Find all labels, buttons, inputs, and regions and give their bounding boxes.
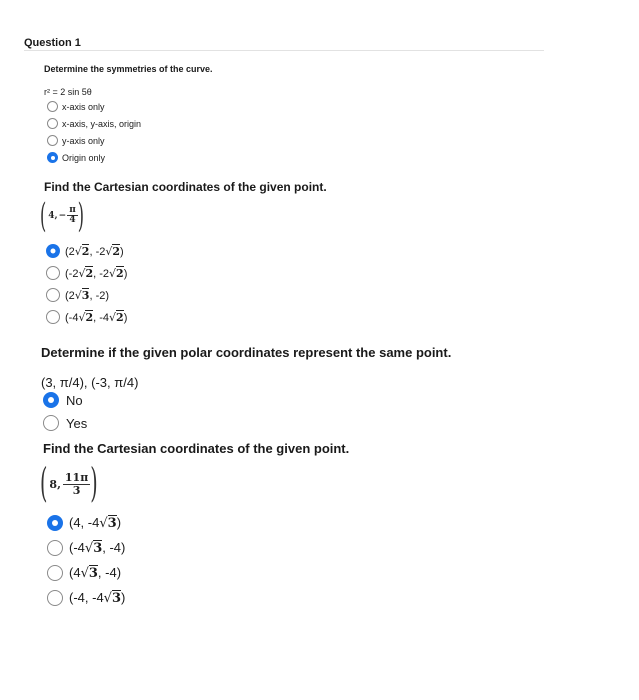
radicand: 2 — [116, 266, 124, 280]
sqrt-symbol: √ — [99, 516, 108, 531]
point-angle-fraction — [67, 206, 78, 226]
expression-part: (-4 — [65, 311, 79, 324]
point-r: 4, — [48, 210, 58, 221]
radicand: 3 — [107, 516, 117, 531]
sqrt-symbol: √ — [103, 591, 112, 606]
answer-option[interactable] — [43, 392, 83, 408]
radicand: 2 — [116, 310, 124, 324]
q4-point-expression — [40, 460, 98, 508]
sqrt-symbol: √ — [74, 244, 82, 258]
radio-selected[interactable] — [46, 244, 60, 258]
answer-option[interactable] — [47, 565, 121, 581]
option-expression — [65, 245, 124, 258]
answer-option[interactable] — [43, 415, 87, 431]
option-label: Origin only — [62, 152, 106, 163]
q1-prompt: Determine the symmetries of the curve. — [44, 64, 213, 74]
radio-selected[interactable] — [47, 515, 63, 531]
left-paren: ( — [40, 195, 47, 236]
radio-unselected[interactable] — [46, 266, 60, 280]
answer-option[interactable] — [46, 288, 109, 302]
sqrt-symbol: √ — [80, 566, 89, 581]
expression-part: ) — [123, 267, 128, 280]
answer-option[interactable] — [46, 310, 127, 324]
radicand: 2 — [81, 244, 90, 258]
expression-part: (4 — [69, 565, 81, 580]
radical — [75, 244, 90, 258]
answer-option[interactable] — [46, 244, 124, 258]
expression-part: , -4) — [97, 565, 122, 580]
radio-unselected[interactable] — [46, 288, 60, 302]
expression-part: , -2) — [89, 289, 110, 302]
expression-part: , -4) — [102, 540, 126, 555]
answer-option[interactable] — [47, 135, 105, 146]
radical — [78, 266, 93, 280]
option-label: x-axis only — [62, 101, 105, 112]
radical — [78, 310, 93, 324]
sqrt-symbol: √ — [78, 310, 86, 324]
q3-coordinates: (3, π/4), (-3, π/4) — [41, 375, 139, 390]
radio-selected[interactable] — [43, 392, 59, 408]
radical — [99, 515, 116, 531]
radio-unselected[interactable] — [47, 118, 58, 129]
expression-part: ) — [120, 245, 124, 258]
option-expression — [65, 311, 127, 324]
answer-option[interactable] — [46, 266, 127, 280]
q1-equation: r² = 2 sin 5θ — [44, 87, 92, 97]
q3-prompt: Determine if the given polar coordinates represent the same point. — [41, 345, 452, 360]
expression-part: , -2 — [93, 267, 110, 280]
option-expression — [65, 289, 109, 302]
radical — [109, 310, 124, 324]
expression-part: (-4 — [69, 540, 85, 555]
radio-unselected[interactable] — [46, 310, 60, 324]
sqrt-symbol: √ — [109, 310, 117, 324]
expression-part: ) — [121, 590, 126, 605]
sqrt-symbol: √ — [105, 244, 113, 258]
radicand: 2 — [85, 310, 94, 324]
left-paren: ( — [40, 460, 48, 508]
option-expression — [65, 267, 127, 280]
radical — [81, 565, 98, 581]
expression-part: (-2 — [65, 267, 79, 280]
radio-unselected[interactable] — [47, 590, 63, 606]
sqrt-symbol: √ — [74, 288, 82, 302]
answer-option[interactable] — [47, 152, 105, 163]
radio-unselected[interactable] — [47, 101, 58, 112]
expression-part: , -2 — [89, 245, 106, 258]
point-sign: − — [58, 210, 67, 221]
answer-option[interactable] — [47, 590, 125, 606]
expression-part: ) — [123, 311, 128, 324]
radicand: 2 — [112, 244, 121, 258]
radicand: 3 — [111, 591, 122, 606]
point-r: 8, — [49, 477, 61, 491]
right-paren: ) — [77, 195, 85, 236]
sqrt-symbol: √ — [84, 541, 94, 556]
expression-part: (4, -4 — [69, 515, 100, 530]
sqrt-symbol: √ — [78, 266, 86, 280]
expression-part: (2 — [65, 245, 75, 258]
radical — [85, 540, 102, 556]
option-label: x-axis, y-axis, origin — [62, 118, 142, 129]
radicand: 2 — [85, 266, 94, 280]
title-divider — [24, 50, 544, 51]
radio-unselected[interactable] — [43, 415, 59, 431]
fraction-denominator: 3 — [72, 483, 81, 497]
radio-selected[interactable] — [47, 152, 58, 163]
fraction-numerator: 11π — [64, 471, 89, 484]
q2-point-expression — [40, 195, 85, 236]
q4-prompt: Find the Cartesian coordinates of the given point. — [43, 441, 350, 456]
sqrt-symbol: √ — [109, 266, 117, 280]
fraction-numerator: π — [69, 205, 76, 215]
radicand: 3 — [81, 288, 90, 302]
option-expression — [69, 590, 125, 606]
radicand: 3 — [93, 541, 103, 556]
answer-option[interactable] — [47, 101, 105, 112]
expression-part: , -4 — [93, 311, 110, 324]
radio-unselected[interactable] — [47, 135, 58, 146]
answer-option[interactable] — [47, 515, 121, 531]
option-expression — [69, 565, 121, 581]
answer-option[interactable] — [47, 118, 141, 129]
expression-part: ) — [116, 515, 122, 530]
expression-part: (2 — [65, 289, 75, 302]
radio-unselected[interactable] — [47, 540, 63, 556]
option-label: Yes — [66, 415, 88, 431]
radio-unselected[interactable] — [47, 565, 63, 581]
radical — [75, 288, 90, 302]
fraction-denominator: 4 — [69, 215, 76, 226]
radicand: 3 — [88, 566, 98, 581]
radical — [105, 244, 120, 258]
q2-prompt: Find the Cartesian coordinates of the given point. — [44, 180, 327, 194]
radical — [104, 590, 121, 606]
point-angle-fraction — [63, 472, 90, 496]
radical — [109, 266, 124, 280]
answer-option[interactable] — [47, 540, 125, 556]
question-title: Question 1 — [24, 37, 81, 49]
option-label: y-axis only — [62, 135, 105, 146]
option-expression — [69, 540, 125, 556]
expression-part: (-4, -4 — [69, 590, 104, 605]
option-label: No — [66, 392, 83, 408]
option-expression — [69, 515, 121, 531]
right-paren: ) — [90, 460, 98, 508]
